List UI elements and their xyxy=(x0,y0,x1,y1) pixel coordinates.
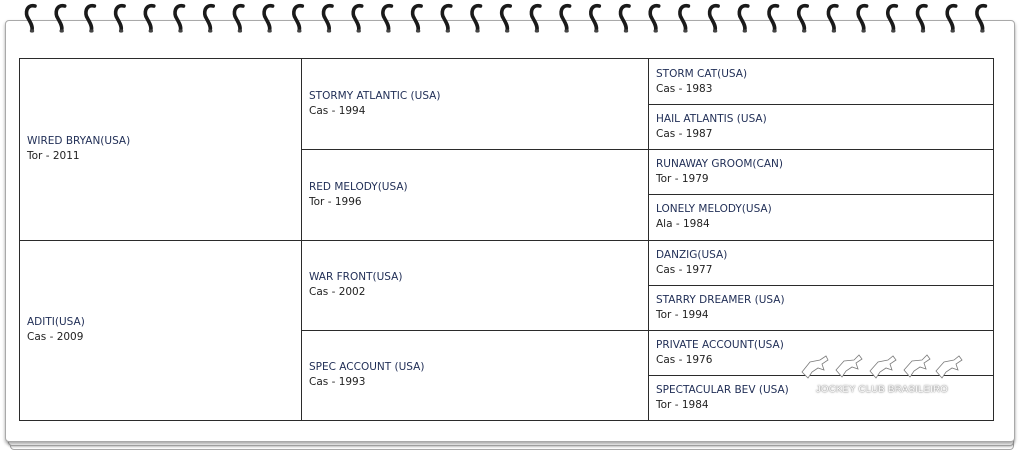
spiral-ring-icon xyxy=(977,6,986,33)
horse-name: DANZIG(USA) xyxy=(656,248,728,261)
spiral-ring-icon xyxy=(264,6,273,33)
pedigree-cell-grandparent[interactable] xyxy=(302,149,649,239)
spiral-ring-icon xyxy=(116,6,125,33)
horse-info: Cas - 1976 xyxy=(656,353,713,366)
horse-info: Ala - 1984 xyxy=(656,218,710,231)
pedigree-cell-great-grandparent[interactable] xyxy=(649,149,993,194)
spiral-ring-icon xyxy=(205,6,214,33)
spiral-ring-icon xyxy=(413,6,422,33)
spiral-ring-icon xyxy=(472,6,481,33)
horse-info: Tor - 1984 xyxy=(656,398,709,411)
horse-name: WIRED BRYAN(USA) xyxy=(27,135,131,148)
horse-name: LONELY MELODY(USA) xyxy=(656,203,772,216)
spiral-ring-icon xyxy=(442,6,451,33)
spiral-binding xyxy=(0,0,1024,40)
horse-name: HAIL ATLANTIS (USA) xyxy=(656,113,767,126)
spiral-ring-icon xyxy=(858,6,867,33)
horse-name: RED MELODY(USA) xyxy=(309,180,408,193)
horse-info: Cas - 2002 xyxy=(309,286,366,299)
horse-info: Cas - 1983 xyxy=(656,82,713,95)
spiral-ring-icon xyxy=(383,6,392,33)
spiral-ring-icon xyxy=(828,6,837,33)
pedigree-cell-grandparent[interactable] xyxy=(302,240,649,330)
horse-name: ADITI(USA) xyxy=(27,316,85,329)
pedigree-cell-great-grandparent[interactable] xyxy=(649,194,993,239)
spiral-ring-icon xyxy=(294,6,303,33)
spiral-ring-icon xyxy=(561,6,570,33)
spiral-ring-icon xyxy=(769,6,778,33)
jockey-club-watermark xyxy=(796,350,968,400)
spiral-ring-icon xyxy=(323,6,332,33)
spiral-ring-icon xyxy=(591,6,600,33)
spiral-ring-icon xyxy=(917,6,926,33)
pedigree-cell-grandparent[interactable] xyxy=(302,330,649,420)
spiral-ring-icon xyxy=(234,6,243,33)
spiral-ring-icon xyxy=(86,6,95,33)
horse-name: PRIVATE ACCOUNT(USA) xyxy=(656,338,784,351)
spiral-ring-icon xyxy=(799,6,808,33)
horse-name: SPECTACULAR BEV (USA) xyxy=(656,383,789,396)
spiral-ring-icon xyxy=(650,6,659,33)
horse-info: Cas - 1993 xyxy=(309,376,366,389)
horse-info: Cas - 2009 xyxy=(27,331,84,344)
horse-name: STORMY ATLANTIC (USA) xyxy=(309,90,441,103)
spiral-ring-icon xyxy=(620,6,629,33)
horse-name: WAR FRONT(USA) xyxy=(309,271,403,284)
spiral-ring-icon xyxy=(947,6,956,33)
spiral-ring-icon xyxy=(531,6,540,33)
horse-info: Cas - 1987 xyxy=(656,128,713,141)
spiral-ring-icon xyxy=(502,6,511,33)
spiral-ring-icon xyxy=(353,6,362,33)
pedigree-cell-great-grandparent[interactable] xyxy=(649,59,993,104)
horse-name: STORM CAT(USA) xyxy=(656,67,748,80)
horse-name: SPEC ACCOUNT (USA) xyxy=(309,361,425,374)
horse-name: STARRY DREAMER (USA) xyxy=(656,293,785,306)
pedigree-cell-grandparent[interactable] xyxy=(302,59,649,149)
pedigree-cell-great-grandparent[interactable] xyxy=(649,104,993,149)
pedigree-cell-dam[interactable] xyxy=(20,240,301,421)
horse-info: Cas - 1977 xyxy=(656,263,713,276)
spiral-ring-icon xyxy=(145,6,154,33)
spiral-ring-icon xyxy=(26,6,35,33)
spiral-ring-icon xyxy=(175,6,184,33)
horse-info: Tor - 1996 xyxy=(309,195,362,208)
spiral-ring-icon xyxy=(710,6,719,33)
horse-info: Tor - 1979 xyxy=(656,173,709,186)
pedigree-cell-sire[interactable] xyxy=(20,59,301,240)
spiral-ring-icon xyxy=(739,6,748,33)
generation-2-column xyxy=(301,59,649,420)
spiral-ring-icon xyxy=(680,6,689,33)
horse-info: Cas - 1994 xyxy=(309,105,366,118)
pedigree-cell-great-grandparent[interactable] xyxy=(649,285,993,330)
pedigree-cell-great-grandparent[interactable] xyxy=(649,240,993,285)
generation-1-column xyxy=(20,59,301,420)
racing-horses-logo-icon xyxy=(796,350,968,382)
spiral-ring-icon xyxy=(888,6,897,33)
watermark-text: JOCKEY CLUB BRASILEIRO xyxy=(815,384,949,395)
horse-info: Tor - 2011 xyxy=(27,150,80,163)
horse-info: Tor - 1994 xyxy=(656,308,709,321)
spiral-ring-icon xyxy=(56,6,65,33)
horse-name: RUNAWAY GROOM(CAN) xyxy=(656,158,783,171)
